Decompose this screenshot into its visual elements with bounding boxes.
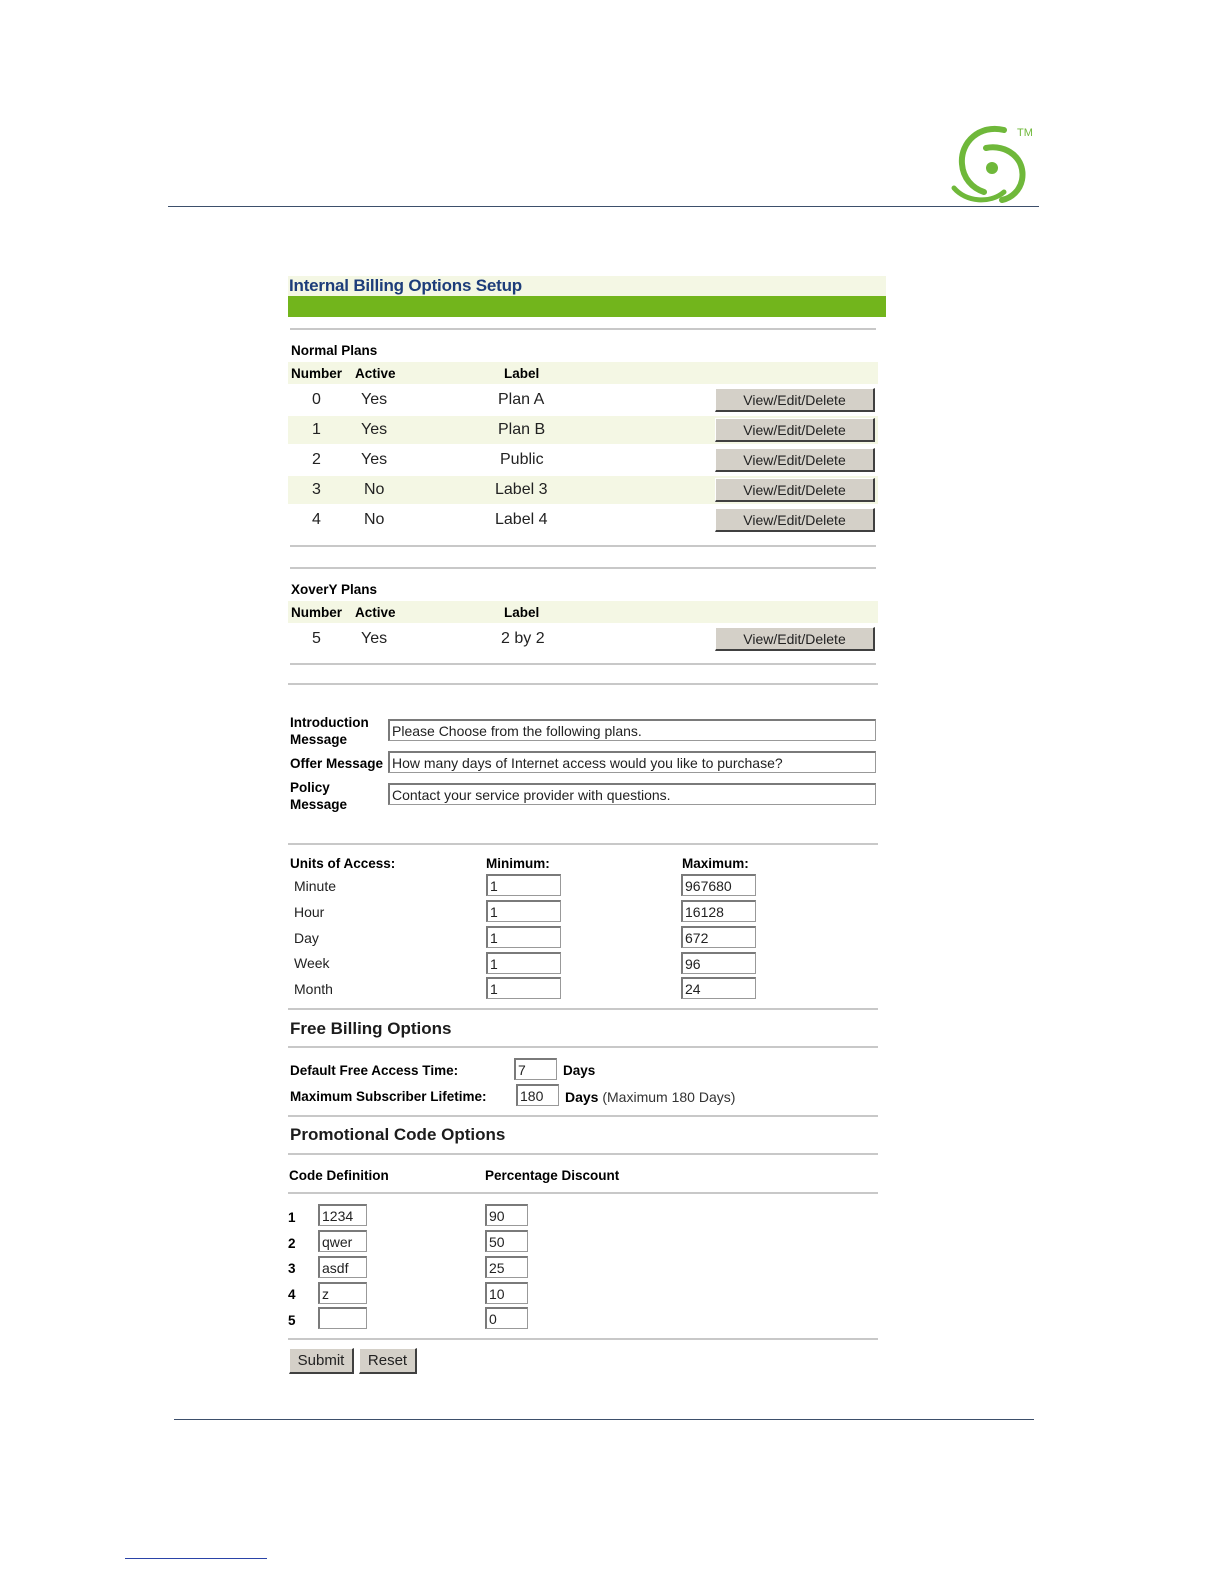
- intro-message-input[interactable]: [388, 719, 876, 741]
- plan-number: 1: [312, 421, 321, 438]
- unit-name: Day: [294, 930, 319, 946]
- policy-message-input[interactable]: [388, 783, 876, 805]
- unit-min-input[interactable]: [486, 977, 561, 999]
- title-accent-bar: [288, 296, 886, 317]
- plan-number: 5: [312, 630, 321, 647]
- plan-label: Plan B: [498, 421, 546, 438]
- subscriber-lifetime-label: Maximum Subscriber Lifetime:: [290, 1089, 487, 1104]
- divider: [288, 1338, 878, 1340]
- view-edit-delete-button[interactable]: View/Edit/Delete: [715, 478, 875, 502]
- col-active-header: Active: [355, 366, 396, 381]
- unit-name: Hour: [294, 904, 325, 920]
- unit-min-input[interactable]: [486, 952, 561, 974]
- promo-discount-input[interactable]: [485, 1282, 528, 1304]
- table-row: [288, 386, 878, 414]
- plan-number: 4: [312, 511, 321, 528]
- plan-number: 0: [312, 391, 321, 408]
- promo-code-input[interactable]: [318, 1307, 367, 1329]
- table-row: [288, 446, 878, 474]
- view-edit-delete-button[interactable]: View/Edit/Delete: [715, 388, 875, 412]
- unit-min-input[interactable]: [486, 874, 561, 896]
- divider: [290, 567, 876, 569]
- promo-code-input[interactable]: [318, 1204, 367, 1226]
- divider: [288, 1008, 878, 1010]
- xovery-plans-heading: XoverY Plans: [291, 582, 378, 597]
- promo-index: 1: [288, 1210, 296, 1225]
- unit-name: Week: [294, 955, 330, 971]
- plan-label: Label 4: [495, 511, 548, 528]
- plan-label: 2 by 2: [501, 630, 545, 647]
- view-edit-delete-button[interactable]: View/Edit/Delete: [715, 508, 875, 532]
- col-number-header: Number: [291, 366, 343, 381]
- promo-index: 3: [288, 1261, 296, 1276]
- plan-label: Public: [500, 451, 544, 468]
- table-row: [288, 506, 878, 534]
- lifetime-note-text: (Maximum 180 Days): [602, 1089, 736, 1105]
- policy-label-line-1: Policy: [290, 780, 330, 795]
- intro-label-line-1: Introduction: [290, 715, 369, 730]
- promo-discount-input[interactable]: [485, 1204, 528, 1226]
- plan-label: Plan A: [498, 391, 545, 408]
- divider: [288, 683, 878, 685]
- intro-label-line-2: Message: [290, 732, 348, 747]
- units-min-heading: Minimum:: [486, 856, 550, 871]
- divider: [288, 1192, 878, 1194]
- unit-name: Month: [294, 981, 333, 997]
- unit-max-input[interactable]: [681, 952, 756, 974]
- code-definition-header: Code Definition: [289, 1168, 389, 1183]
- free-billing-heading: Free Billing Options: [290, 1019, 452, 1038]
- units-max-heading: Maximum:: [682, 856, 749, 871]
- policy-label-line-2: Message: [290, 797, 348, 812]
- default-free-time-label: Default Free Access Time:: [290, 1063, 459, 1078]
- divider: [288, 1115, 878, 1117]
- promo-heading: Promotional Code Options: [290, 1125, 506, 1144]
- default-free-time-input[interactable]: [514, 1058, 557, 1080]
- reset-button[interactable]: Reset: [359, 1348, 417, 1374]
- default-free-time-unit: Days: [563, 1063, 596, 1078]
- submit-button[interactable]: Submit: [289, 1348, 354, 1374]
- col-active-header: Active: [355, 605, 396, 620]
- promo-discount-input[interactable]: [485, 1256, 528, 1278]
- divider: [290, 545, 876, 547]
- lifetime-unit-text: Days: [565, 1089, 599, 1105]
- col-label-header: Label: [504, 605, 540, 620]
- promo-index: 2: [288, 1236, 296, 1251]
- view-edit-delete-button[interactable]: View/Edit/Delete: [715, 448, 875, 472]
- footnote-rule: [125, 1558, 267, 1559]
- subscriber-lifetime-input[interactable]: [516, 1084, 559, 1106]
- view-edit-delete-button[interactable]: View/Edit/Delete: [715, 627, 875, 651]
- page-title: Internal Billing Options Setup: [289, 276, 522, 295]
- plan-active: Yes: [361, 421, 388, 438]
- unit-max-input[interactable]: [681, 977, 756, 999]
- promo-code-input[interactable]: [318, 1282, 367, 1304]
- view-edit-delete-button[interactable]: View/Edit/Delete: [715, 418, 875, 442]
- unit-max-input[interactable]: [681, 900, 756, 922]
- unit-min-input[interactable]: [486, 926, 561, 948]
- divider: [288, 1046, 878, 1048]
- subscriber-lifetime-unit: [565, 1089, 735, 1105]
- plan-active: No: [364, 511, 385, 528]
- plan-active: Yes: [361, 391, 388, 408]
- percentage-discount-header: Percentage Discount: [485, 1168, 620, 1183]
- col-label-header: Label: [504, 366, 540, 381]
- divider: [288, 1153, 878, 1155]
- trademark-mark: TM: [1017, 127, 1033, 139]
- promo-discount-input[interactable]: [485, 1307, 528, 1329]
- promo-index: 5: [288, 1313, 296, 1328]
- divider: [290, 328, 876, 330]
- units-heading: Units of Access:: [290, 856, 396, 871]
- plan-active: Yes: [361, 630, 388, 647]
- table-row: [288, 416, 878, 444]
- unit-max-input[interactable]: [681, 926, 756, 948]
- col-number-header: Number: [291, 605, 343, 620]
- header-rule: [168, 206, 1039, 207]
- footer-rule: [174, 1419, 1034, 1420]
- offer-message-input[interactable]: [388, 751, 876, 773]
- plan-active: Yes: [361, 451, 388, 468]
- plan-number: 3: [312, 481, 321, 498]
- plan-active: No: [364, 481, 385, 498]
- intro-message-label: [290, 714, 369, 748]
- unit-max-input[interactable]: [681, 874, 756, 896]
- plan-label: Label 3: [495, 481, 548, 498]
- unit-min-input[interactable]: [486, 900, 561, 922]
- divider: [288, 843, 878, 845]
- table-row: [288, 476, 878, 504]
- unit-name: Minute: [294, 878, 337, 894]
- promo-code-input[interactable]: [318, 1230, 367, 1252]
- normal-plans-heading: Normal Plans: [291, 343, 378, 358]
- offer-message-label: Offer Message: [290, 756, 384, 771]
- table-row: [288, 625, 878, 653]
- policy-message-label: [290, 779, 347, 813]
- divider: [290, 663, 876, 665]
- plan-number: 2: [312, 451, 321, 468]
- promo-discount-input[interactable]: [485, 1230, 528, 1252]
- promo-code-input[interactable]: [318, 1256, 367, 1278]
- promo-index: 4: [288, 1287, 296, 1302]
